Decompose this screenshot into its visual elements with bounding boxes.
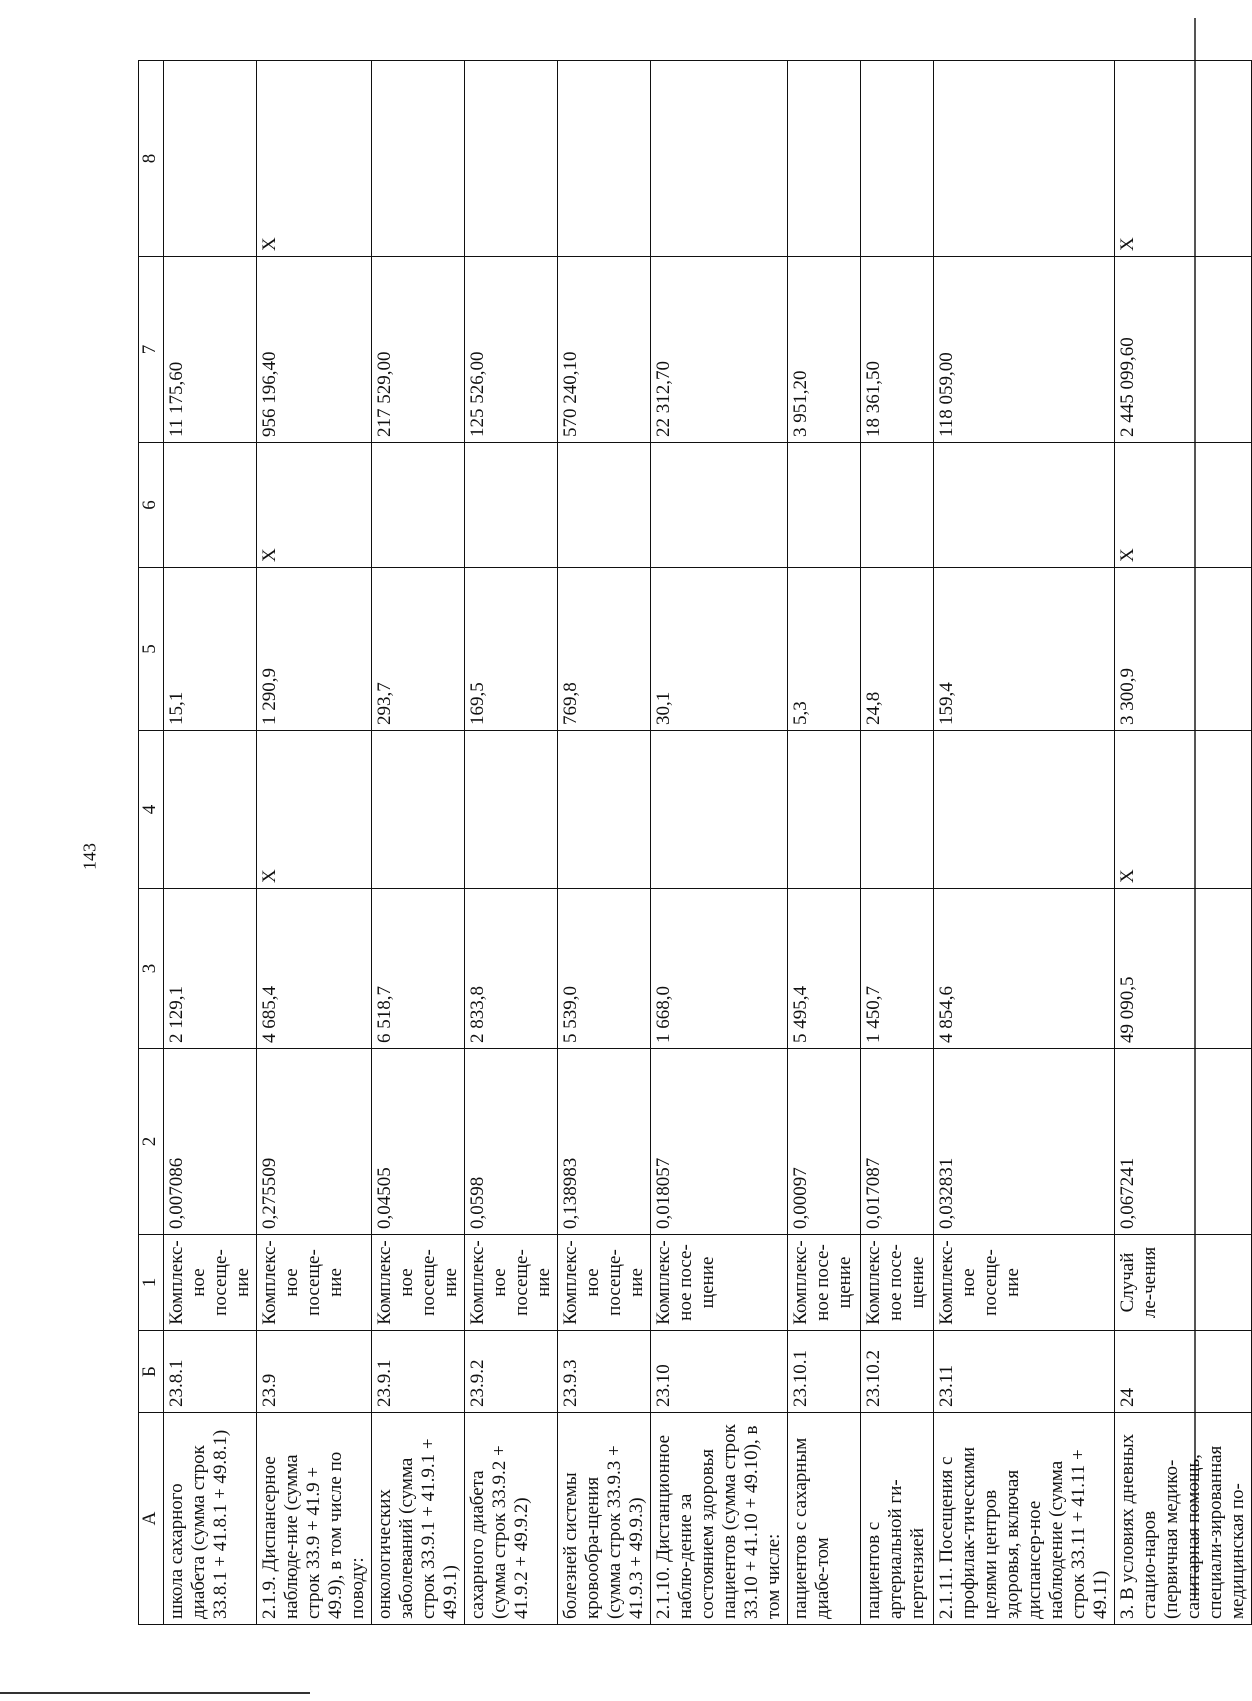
row-description: сахарного диабета (сумма строк 33.9.2 + 41.9.2 + 49.9.2)	[465, 1413, 558, 1625]
scan-edge-line	[0, 1692, 310, 1694]
value-cell: 0,007086	[164, 1049, 257, 1235]
table-row	[861, 61, 934, 1625]
data-table	[138, 60, 1252, 1625]
value-cell: Х	[257, 443, 372, 568]
table-row	[257, 61, 372, 1625]
value-cell	[558, 61, 651, 257]
row-line-number: 23.8.1	[164, 1331, 257, 1413]
row-line-number: 23.10.1	[788, 1331, 861, 1413]
header-cell: 5	[139, 568, 164, 731]
value-cell: 4 685,4	[257, 889, 372, 1049]
row-description: болезней системы кровообра-щения (сумма строк 33.9.3 + 41.9.3 + 49.9.3)	[558, 1413, 651, 1625]
row-description: 2.1.11. Посещения с профилак-тическими целями центров здоровья, включая диспансер-ное наблюдение (сумма строк 33.11 + 41.11 + 49.11)	[934, 1413, 1115, 1625]
value-cell: 2 833,8	[465, 889, 558, 1049]
value-cell	[934, 443, 1115, 568]
value-cell: 769,8	[558, 568, 651, 731]
value-cell	[558, 443, 651, 568]
value-cell	[934, 61, 1115, 257]
value-cell	[164, 731, 257, 889]
header-cell: 8	[139, 61, 164, 257]
value-cell: 118 059,00	[934, 257, 1115, 443]
unit-cell: Комплекс-ное посеще-ние	[372, 1235, 465, 1331]
row-line-number: 23.9.1	[372, 1331, 465, 1413]
value-cell	[465, 731, 558, 889]
value-cell	[788, 443, 861, 568]
value-cell: 5 495,4	[788, 889, 861, 1049]
unit-cell: Комплекс-ное посеще-ние	[558, 1235, 651, 1331]
value-cell	[465, 61, 558, 257]
table-row	[164, 61, 257, 1625]
table-row	[1115, 61, 1252, 1625]
value-cell: 0,275509	[257, 1049, 372, 1235]
value-cell: 24,8	[861, 568, 934, 731]
unit-cell: Комплекс-ное посеще-ние	[465, 1235, 558, 1331]
unit-cell: Случай ле-чения	[1115, 1235, 1252, 1331]
unit-cell: Комплекс-ное посе-щение	[861, 1235, 934, 1331]
value-cell	[861, 61, 934, 257]
value-cell	[372, 731, 465, 889]
row-line-number: 23.9.3	[558, 1331, 651, 1413]
value-cell: Х	[257, 731, 372, 889]
value-cell: 0,032831	[934, 1049, 1115, 1235]
value-cell: 4 854,6	[934, 889, 1115, 1049]
value-cell: 0,04505	[372, 1049, 465, 1235]
value-cell	[651, 61, 788, 257]
value-cell: 15,1	[164, 568, 257, 731]
value-cell: 49 090,5	[1115, 889, 1252, 1049]
value-cell	[788, 731, 861, 889]
value-cell: 5 539,0	[558, 889, 651, 1049]
value-cell	[558, 731, 651, 889]
value-cell	[465, 443, 558, 568]
row-line-number: 23.10	[651, 1331, 788, 1413]
value-cell: 0,138983	[558, 1049, 651, 1235]
row-line-number: 23.10.2	[861, 1331, 934, 1413]
value-cell	[164, 61, 257, 257]
value-cell: 570 240,10	[558, 257, 651, 443]
value-cell	[934, 731, 1115, 889]
value-cell: 3 300,9	[1115, 568, 1252, 731]
value-cell	[788, 61, 861, 257]
row-description: школа сахарного диабета (сумма строк 33.8.1 + 41.8.1 + 49.8.1)	[164, 1413, 257, 1625]
header-cell: 1	[139, 1235, 164, 1331]
value-cell: 956 196,40	[257, 257, 372, 443]
header-cell: 7	[139, 257, 164, 443]
value-cell: 11 175,60	[164, 257, 257, 443]
value-cell: 6 518,7	[372, 889, 465, 1049]
value-cell: 293,7	[372, 568, 465, 731]
value-cell: 3 951,20	[788, 257, 861, 443]
value-cell: 125 526,00	[465, 257, 558, 443]
value-cell: 0,0598	[465, 1049, 558, 1235]
header-cell: Б	[139, 1331, 164, 1413]
header-cell: 2	[139, 1049, 164, 1235]
unit-cell: Комплекс-ное посеще-ние	[934, 1235, 1115, 1331]
value-cell	[372, 443, 465, 568]
value-cell: 18 361,50	[861, 257, 934, 443]
value-cell: 1 290,9	[257, 568, 372, 731]
unit-cell: Комплекс-ное посе-щение	[651, 1235, 788, 1331]
header-row	[139, 61, 164, 1625]
row-description: пациентов с сахарным диабе-том	[788, 1413, 861, 1625]
value-cell: 2 129,1	[164, 889, 257, 1049]
value-cell: 217 529,00	[372, 257, 465, 443]
unit-cell: Комплекс-ное посеще-ние	[257, 1235, 372, 1331]
row-line-number: 23.9.2	[465, 1331, 558, 1413]
header-cell: А	[139, 1413, 164, 1625]
value-cell	[861, 443, 934, 568]
value-cell: 1 668,0	[651, 889, 788, 1049]
value-cell: 30,1	[651, 568, 788, 731]
value-cell: 1 450,7	[861, 889, 934, 1049]
row-description: онкологических заболеваний (сумма строк 33.9.1 + 41.9.1 + 49.9.1)	[372, 1413, 465, 1625]
header-cell: 4	[139, 731, 164, 889]
unit-cell: Комплекс-ное посе-щение	[788, 1235, 861, 1331]
rotated-table-container	[138, 61, 1248, 1625]
header-cell: 3	[139, 889, 164, 1049]
value-cell: 169,5	[465, 568, 558, 731]
table-row	[465, 61, 558, 1625]
value-cell: 2 445 099,60	[1115, 257, 1252, 443]
value-cell: Х	[1115, 443, 1252, 568]
value-cell: 0,067241	[1115, 1049, 1252, 1235]
value-cell	[164, 443, 257, 568]
value-cell: Х	[257, 61, 372, 257]
table-row	[934, 61, 1115, 1625]
row-line-number: 23.11	[934, 1331, 1115, 1413]
value-cell: Х	[1115, 731, 1252, 889]
value-cell: 22 312,70	[651, 257, 788, 443]
row-line-number: 23.9	[257, 1331, 372, 1413]
row-description: 2.1.9. Диспансерное наблюде-ние (сумма строк 33.9 + 41.9 + 49.9), в том числе по поводу:	[257, 1413, 372, 1625]
value-cell: 0,018057	[651, 1049, 788, 1235]
value-cell: 159,4	[934, 568, 1115, 731]
row-description: пациентов с артериальной ги-пертензией	[861, 1413, 934, 1625]
row-line-number: 24	[1115, 1331, 1252, 1413]
table-row	[788, 61, 861, 1625]
row-description: 3. В условиях дневных стацио-наров (первичная медико-санитарная помощь, специали-зированная медицинская по-	[1115, 1413, 1252, 1625]
unit-cell: Комплекс-ное посеще-ние	[164, 1235, 257, 1331]
value-cell	[861, 731, 934, 889]
header-cell: 6	[139, 443, 164, 568]
page-number: 143	[79, 843, 100, 870]
row-description: 2.1.10. Дистанционное наблю-дение за состоянием здоровья пациентов (сумма строк 33.10 + 41.10 + 49.10), в том числе:	[651, 1413, 788, 1625]
value-cell: Х	[1115, 61, 1252, 257]
value-cell: 0,00097	[788, 1049, 861, 1235]
value-cell: 5,3	[788, 568, 861, 731]
value-cell	[651, 443, 788, 568]
value-cell: 0,017087	[861, 1049, 934, 1235]
value-cell	[372, 61, 465, 257]
table-row	[558, 61, 651, 1625]
table-row	[651, 61, 788, 1625]
table-row	[372, 61, 465, 1625]
value-cell	[651, 731, 788, 889]
